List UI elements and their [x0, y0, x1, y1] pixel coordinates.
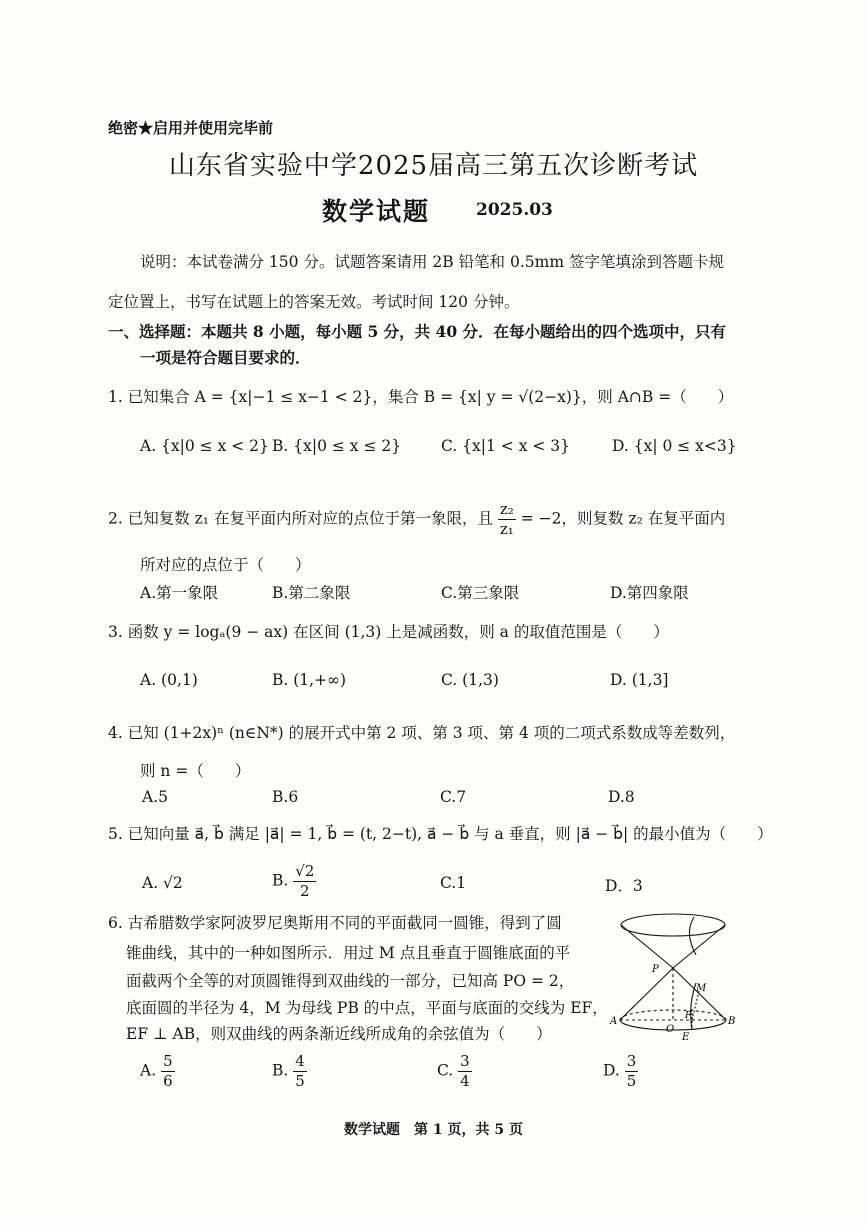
figure-label-f: F — [685, 1011, 692, 1021]
page-footer: 数学试题 第 1 页，共 5 页 — [344, 1122, 523, 1138]
q5-optb-den: 2 — [300, 881, 310, 900]
question-2-stem — [108, 500, 725, 539]
figure-label-o: O — [666, 1024, 675, 1035]
q2-stem-a: 2. 已知复数 z₁ 在复平面内所对应的点位于第一象限，且 — [108, 509, 493, 528]
q6-optd-num: 3 — [626, 1052, 637, 1070]
q6-option-d — [603, 1052, 638, 1091]
q6-option-b-fraction — [293, 1052, 307, 1091]
lower-cone — [620, 968, 726, 1030]
q4-option-d: D.8 — [608, 788, 635, 806]
q1-option-b: B. {x|0 ≤ x ≤ 2} — [272, 437, 402, 455]
q4-option-b: B.6 — [272, 788, 299, 806]
q5-option-b-fraction — [293, 862, 316, 901]
q1-option-c: C. {x|1 < x < 3} — [441, 437, 570, 455]
q2-frac-den: z₁ — [499, 519, 514, 538]
question-6-line-4: 底面圆的半径为 4，M 为母线 PB 的中点，平面与底面的交线为 EF， — [126, 999, 608, 1017]
q3-option-b: B. (1,+∞) — [272, 671, 347, 689]
exam-title: 山东省实验中学2025届高三第五次诊断考试 — [168, 151, 699, 181]
q6-optb-num: 4 — [295, 1052, 305, 1070]
q3-option-c: C. (1,3) — [441, 671, 499, 689]
upper-cone — [621, 914, 725, 968]
figure-label-m: M — [696, 983, 707, 994]
q6-option-c-label: C. — [437, 1061, 454, 1080]
figure-label-p: P — [652, 964, 659, 975]
q2-option-b: B.第二象限 — [272, 584, 351, 602]
q6-optb-den: 5 — [295, 1071, 305, 1090]
q6-option-a-fraction — [161, 1052, 175, 1091]
section-heading-cont: 一项是符合题目要求的． — [140, 348, 311, 367]
q6-option-d-label: D. — [603, 1061, 620, 1080]
double-cone-figure — [608, 905, 738, 1045]
instructions-line-1: 说明：本试卷满分 150 分。试题答案请用 2B 铅笔和 0.5mm 签字笔填涂到答题卡规 — [140, 253, 724, 271]
question-6-line-5: EF ⊥ AB，则双曲线的两条渐近线所成角的余弦值为（ ） — [126, 1025, 552, 1043]
q6-opta-num: 5 — [163, 1052, 173, 1070]
q6-option-c-fraction — [458, 1052, 472, 1091]
q2-option-d: D.第四象限 — [610, 584, 689, 602]
question-3-stem: 3. 函数 y = logₐ(9 − ax) 在区间 (1,3) 上是减函数，则 a 的取值范围是（ ） — [108, 623, 669, 641]
q2-fraction — [498, 500, 516, 539]
question-6-line-3: 面截两个全等的对顶圆锥得到双曲线的一部分，已知高 PO = 2， — [126, 972, 575, 990]
q4-option-c: C.7 — [440, 788, 467, 806]
q5-option-a: A. √2 — [142, 874, 183, 892]
q3-option-d: D. (1,3] — [610, 671, 669, 689]
q6-option-d-fraction — [625, 1052, 639, 1091]
question-6-line-2: 锥曲线，其中的一种如图所示．用过 M 点且垂直于圆锥底面的平 — [126, 944, 571, 962]
q2-frac-num: z₂ — [499, 500, 514, 518]
question-5-stem: 5. 已知向量 a⃗, b⃗ 满足 |a⃗| = 1, b⃗ = (t, 2−t), a⃗ − b⃗ 与 a 垂直，则 |a⃗ − b⃗| 的最小值为（ ） — [108, 825, 773, 843]
question-6-line-1: 6. 古希腊数学家阿波罗尼奥斯用不同的平面截同一圆锥，得到了圆 — [108, 914, 562, 932]
q5-option-c: C.1 — [440, 874, 467, 892]
q3-option-a: A. (0,1) — [140, 671, 198, 689]
figure-label-a: A — [610, 1016, 618, 1027]
q5-optb-num: √2 — [295, 862, 315, 880]
section-heading: 一、选择题：本题共 8 小题，每小题 5 分，共 40 分．在每小题给出的四个选项中，只有 — [108, 322, 727, 341]
q5-option-d: D．3 — [605, 877, 643, 895]
question-4-stem-cont: 则 n =（ ） — [140, 762, 251, 780]
confidential-label: 绝密★启用并使用完毕前 — [108, 119, 274, 137]
q6-option-a — [140, 1052, 175, 1091]
q2-option-a: A.第一象限 — [140, 584, 219, 602]
q6-opta-den: 6 — [163, 1071, 173, 1090]
q1-option-d: D. {x| 0 ≤ x<3} — [612, 437, 737, 455]
question-2-stem-cont: 所对应的点位于（ ） — [140, 556, 311, 574]
q6-optc-num: 3 — [460, 1052, 470, 1070]
subject-title: 数学试题 — [322, 197, 431, 226]
figure-label-b: B — [728, 1016, 736, 1027]
q5-option-b — [272, 862, 316, 901]
q1-option-a: A. {x|0 ≤ x < 2} — [140, 437, 269, 455]
q6-option-b-label: B. — [272, 1061, 289, 1080]
exam-date: 2025.03 — [476, 200, 553, 220]
question-4-stem: 4. 已知 (1+2x)ⁿ (n∈N*) 的展开式中第 2 项、第 3 项、第 4 项的二项式系数成等差数列， — [108, 724, 736, 742]
q5-option-b-label: B. — [272, 871, 289, 890]
instructions-line-2: 定位置上，书写在试题上的答案无效。考试时间 120 分钟。 — [108, 293, 520, 311]
q6-option-c — [437, 1052, 472, 1091]
q4-option-a: A.5 — [142, 788, 168, 806]
q6-optd-den: 5 — [626, 1071, 637, 1090]
q6-option-a-label: A. — [140, 1061, 157, 1080]
q2-option-c: C.第三象限 — [441, 584, 520, 602]
figure-label-e: E — [682, 1032, 690, 1043]
question-1-stem: 1. 已知集合 A = {x|−1 ≤ x−1 < 2}，集合 B = {x| y = √(2−x)}，则 A∩B =（ ） — [108, 388, 734, 406]
q2-stem-b: = −2，则复数 z₂ 在复平面内 — [520, 509, 726, 528]
q6-optc-den: 4 — [460, 1071, 470, 1090]
q6-option-b — [272, 1052, 307, 1091]
